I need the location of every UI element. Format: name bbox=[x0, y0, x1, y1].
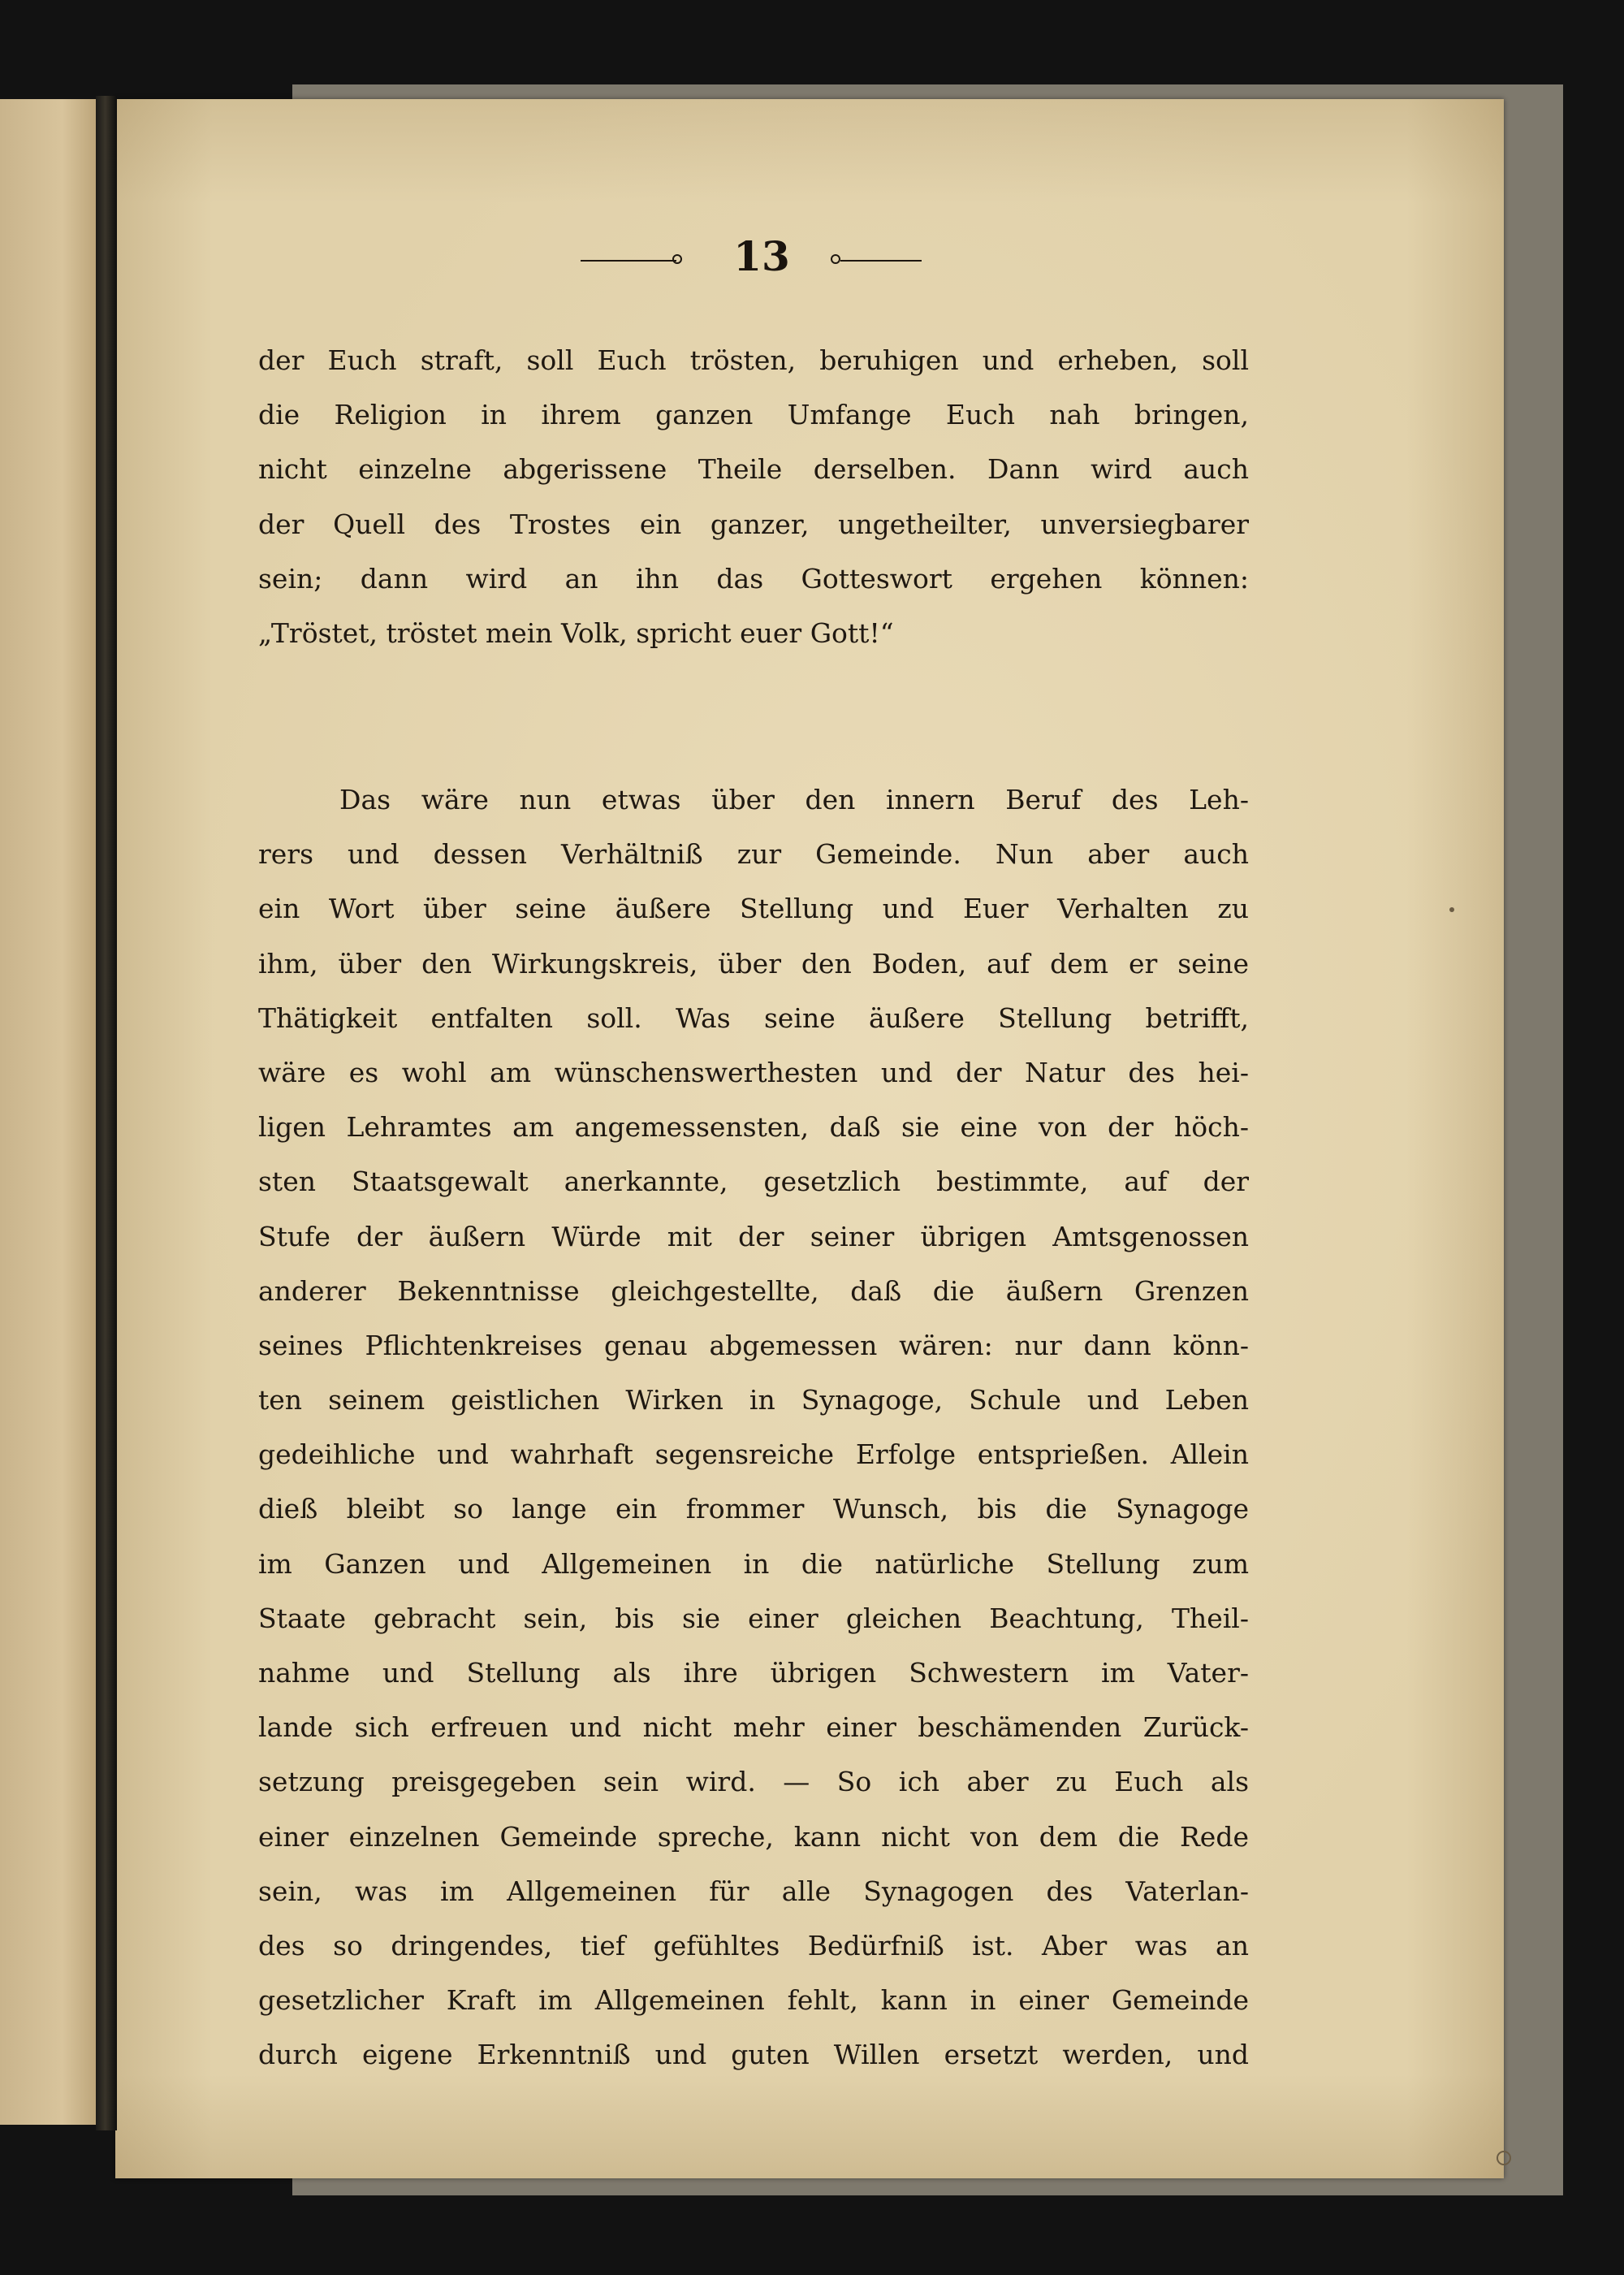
paper-speck bbox=[1497, 2151, 1511, 2165]
text-line: im Ganzen und Allgemeinen in die natürliche Stellung zum bbox=[258, 1547, 1249, 1580]
header-rule-left bbox=[581, 260, 676, 262]
text-line: nahme und Stellung als ihre übrigen Schwestern im Vater- bbox=[258, 1657, 1249, 1689]
paragraph-1 bbox=[258, 333, 1249, 660]
text-line: sein, was im Allgemeinen für alle Synagogen des Vaterlan- bbox=[258, 1875, 1249, 1907]
paper-speck bbox=[1449, 907, 1454, 912]
text-line: Thätigkeit entfalten soll. Was seine äußere Stellung betrifft, bbox=[258, 1001, 1249, 1034]
text-line: des so dringendes, tief gefühltes Bedürfniß ist. Aber was an bbox=[258, 1929, 1249, 1961]
text-line: rers und dessen Verhältniß zur Gemeinde. Nun aber auch bbox=[258, 838, 1249, 871]
text-line: lande sich erfreuen und nicht mehr einer beschämenden Zurück- bbox=[258, 1711, 1249, 1744]
text-line: ten seinem geistlichen Wirken in Synagoge, Schule und Leben bbox=[258, 1384, 1249, 1416]
text-line: sten Staatsgewalt anerkannte, gesetzlich bestimmte, auf der bbox=[258, 1166, 1249, 1198]
text-line: setzung preisgegeben sein wird. — So ich aber zu Euch als bbox=[258, 1766, 1249, 1798]
text-line: einer einzelnen Gemeinde spreche, kann nicht von dem die Rede bbox=[258, 1820, 1249, 1853]
text-line: durch eigene Erkenntniß und guten Willen ersetzt werden, und bbox=[258, 2039, 1249, 2071]
text-line: ein Wort über seine äußere Stellung und Euer Verhalten zu bbox=[258, 893, 1249, 925]
text-line: seines Pflichtenkreises genau abgemessen wären: nur dann könn- bbox=[258, 1329, 1249, 1361]
text-line: sein; dann wird an ihn das Gotteswort ergehen können: bbox=[258, 562, 1249, 595]
text-line: die Religion in ihrem ganzen Umfange Euch nah bringen, bbox=[258, 399, 1249, 431]
text-line: Das wäre nun etwas über den innern Beruf des Leh- bbox=[339, 784, 1249, 815]
page-header bbox=[581, 232, 922, 281]
text-line: ligen Lehramtes am angemessensten, daß sie eine von der höch- bbox=[258, 1111, 1249, 1144]
header-rule-right bbox=[840, 260, 922, 262]
text-line: nicht einzelne abgerissene Theile derselben. Dann wird auch bbox=[258, 453, 1249, 486]
text-line: wäre es wohl am wünschenswerthesten und der Natur des hei- bbox=[258, 1056, 1249, 1088]
text-line: der Quell des Trostes ein ganzer, ungetheilter, unversiegbarer bbox=[258, 508, 1249, 540]
text-line: Stufe der äußern Würde mit der seiner übrigen Amtsgenossen bbox=[258, 1220, 1249, 1252]
facing-page-edge bbox=[0, 99, 104, 2125]
text-line: gedeihliche und wahrhaft segensreiche Erfolge entsprießen. Allein bbox=[258, 1438, 1249, 1471]
text-line: dieß bleibt so lange ein frommer Wunsch, bis die Synagoge bbox=[258, 1493, 1249, 1525]
page-number: 13 bbox=[733, 232, 790, 280]
text-line: gesetzlicher Kraft im Allgemeinen fehlt, kann in einer Gemeinde bbox=[258, 1984, 1249, 2017]
book-gutter bbox=[96, 96, 117, 2130]
text-line: anderer Bekenntnisse gleichgestellte, daß die äußern Grenzen bbox=[258, 1274, 1249, 1307]
header-ornament-left bbox=[672, 254, 682, 264]
text-line: „Tröstet, tröstet mein Volk, spricht euer Gott!“ bbox=[258, 616, 894, 649]
header-ornament-right bbox=[831, 254, 840, 264]
text-line: Staate gebracht sein, bis sie einer gleichen Beachtung, Theil- bbox=[258, 1602, 1249, 1634]
paragraph-2 bbox=[258, 772, 1249, 2083]
text-line: ihm, über den Wirkungskreis, über den Boden, auf dem er seine bbox=[258, 947, 1249, 980]
text-line: der Euch straft, soll Euch trösten, beruhigen und erheben, soll bbox=[258, 344, 1249, 376]
